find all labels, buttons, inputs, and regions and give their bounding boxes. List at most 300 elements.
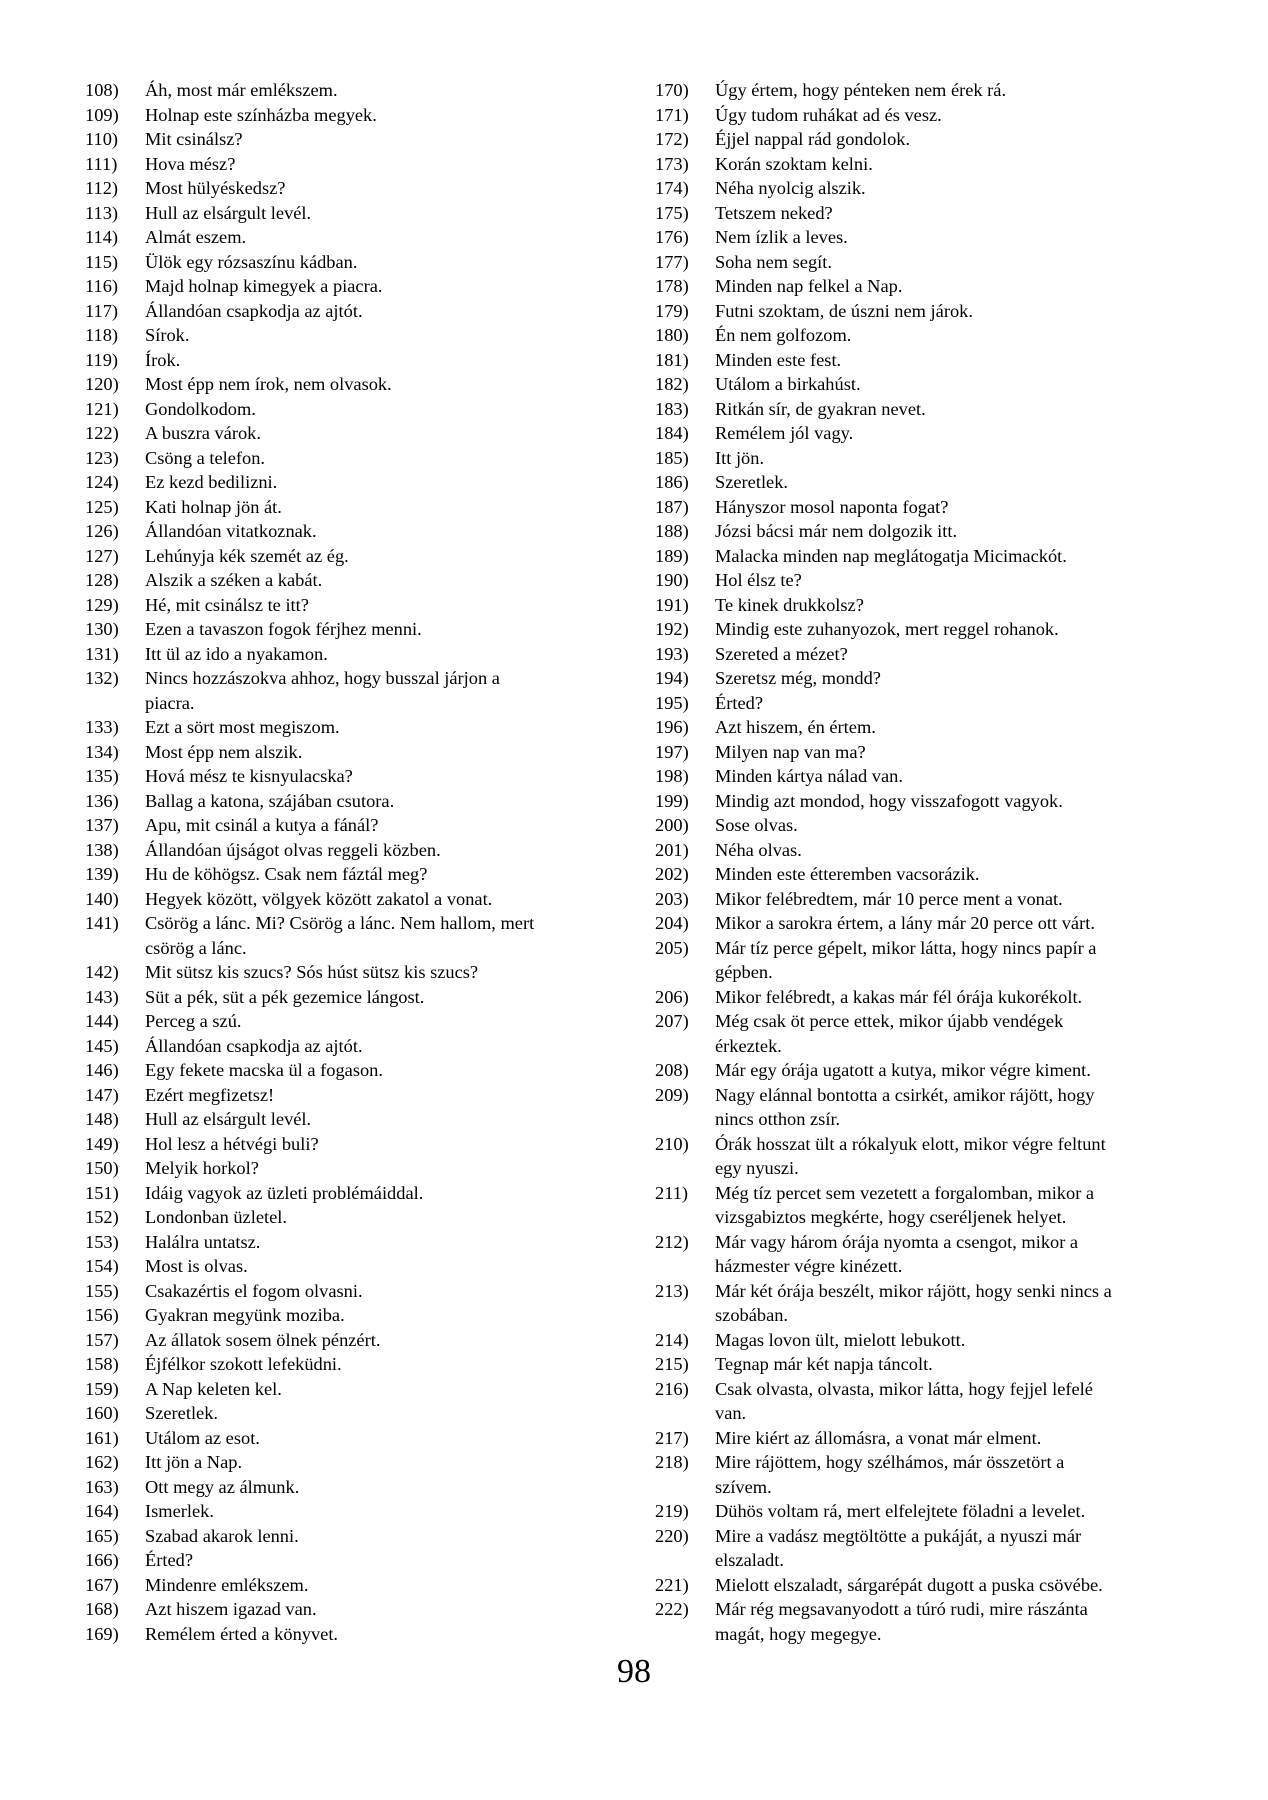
item-number: 116) bbox=[85, 276, 119, 296]
list-item bbox=[85, 250, 543, 275]
item-text: Érted? bbox=[145, 1550, 193, 1570]
item-text: Minden este fest. bbox=[715, 349, 842, 370]
list-item bbox=[655, 764, 1117, 789]
item-number: 162) bbox=[85, 1452, 119, 1472]
list-item bbox=[655, 740, 1117, 765]
item-text: Ülök egy rózsaszínu kádban. bbox=[145, 251, 358, 272]
list-item bbox=[85, 152, 543, 177]
item-number: 186) bbox=[655, 472, 689, 492]
item-text: Malacka minden nap meglátogatja Micimackót. bbox=[715, 545, 1067, 566]
item-number: 159) bbox=[85, 1378, 119, 1399]
item-text: A buszra várok. bbox=[145, 423, 261, 443]
list-item bbox=[655, 936, 1117, 985]
list-item bbox=[85, 1156, 543, 1181]
item-number: 152) bbox=[85, 1207, 119, 1227]
item-number: 183) bbox=[655, 398, 689, 419]
list-item bbox=[655, 1058, 1117, 1083]
list-item bbox=[85, 1303, 543, 1328]
item-text: Minden este étteremben vacsorázik. bbox=[715, 864, 980, 884]
item-number: 120) bbox=[85, 374, 119, 394]
list-item bbox=[85, 1181, 543, 1206]
item-text: Majd holnap kimegyek a piacra. bbox=[145, 276, 383, 296]
item-number: 127) bbox=[85, 545, 119, 566]
item-text: Futni szoktam, de úszni nem járok. bbox=[715, 300, 973, 321]
list-item bbox=[655, 642, 1117, 667]
item-number: 122) bbox=[85, 423, 119, 443]
list-item bbox=[655, 421, 1117, 446]
list-item bbox=[85, 348, 543, 373]
item-text: Ezt a sört most megiszom. bbox=[145, 717, 340, 737]
item-text: Már két órája beszélt, mikor rájött, hogy senki nincs a szobában. bbox=[715, 1280, 1112, 1325]
item-text: Szereted a mézet? bbox=[715, 643, 848, 664]
item-text: Mikor felébredt, a kakas már fél órája kukorékolt. bbox=[715, 986, 1083, 1007]
item-number: 133) bbox=[85, 717, 119, 737]
list-item bbox=[85, 372, 543, 397]
item-number: 176) bbox=[655, 227, 689, 247]
list-item bbox=[85, 470, 543, 495]
item-number: 196) bbox=[655, 717, 689, 737]
item-text: Ritkán sír, de gyakran nevet. bbox=[715, 398, 926, 419]
item-number: 216) bbox=[655, 1378, 689, 1399]
item-number: 150) bbox=[85, 1158, 119, 1178]
item-text: Szabad akarok lenni. bbox=[145, 1525, 299, 1546]
list-item bbox=[655, 1573, 1117, 1598]
item-number: 111) bbox=[85, 153, 118, 174]
item-number: 218) bbox=[655, 1452, 689, 1472]
item-text: Idáig vagyok az üzleti problémáiddal. bbox=[145, 1182, 424, 1203]
list-item bbox=[85, 1475, 543, 1500]
item-number: 166) bbox=[85, 1550, 119, 1570]
list-item bbox=[85, 1279, 543, 1304]
item-text: Kati holnap jön át. bbox=[145, 496, 282, 517]
list-item bbox=[655, 299, 1117, 324]
item-number: 182) bbox=[655, 374, 689, 394]
item-text: Holnap este színházba megyek. bbox=[145, 104, 377, 125]
list-item bbox=[655, 813, 1117, 838]
list-item bbox=[655, 274, 1117, 299]
item-text: Szeretsz még, mondd? bbox=[715, 668, 881, 688]
item-text: Néha olvas. bbox=[715, 839, 802, 860]
item-text: Sírok. bbox=[145, 325, 190, 345]
item-number: 131) bbox=[85, 643, 119, 664]
list-item bbox=[85, 838, 543, 863]
item-number: 154) bbox=[85, 1256, 119, 1276]
item-number: 158) bbox=[85, 1354, 119, 1374]
list-item bbox=[655, 617, 1117, 642]
list-item bbox=[655, 887, 1117, 912]
item-number: 194) bbox=[655, 668, 689, 688]
list-item bbox=[85, 1450, 543, 1475]
list-item bbox=[655, 1009, 1117, 1058]
list-item bbox=[655, 1524, 1117, 1573]
item-text: Utálom a birkahúst. bbox=[715, 374, 861, 394]
list-item bbox=[85, 1254, 543, 1279]
list-item bbox=[85, 666, 543, 715]
item-text: Még tíz percet sem vezetett a forgalomban, mikor a vizsgabiztos megkérte, hogy cseréljenek helyet. bbox=[715, 1182, 1095, 1227]
list-item bbox=[85, 103, 543, 128]
item-text: Dühös voltam rá, mert elfelejtete föladni a levelet. bbox=[715, 1501, 1086, 1521]
list-item bbox=[85, 201, 543, 226]
item-number: 137) bbox=[85, 815, 119, 835]
item-number: 128) bbox=[85, 570, 119, 590]
item-text: Hová mész te kisnyulacska? bbox=[145, 766, 353, 786]
item-text: Áh, most már emlékszem. bbox=[145, 80, 338, 100]
item-text: Éjjel nappal rád gondolok. bbox=[715, 129, 911, 149]
list-item bbox=[85, 421, 543, 446]
item-number: 139) bbox=[85, 864, 119, 884]
item-number: 148) bbox=[85, 1109, 119, 1129]
list-item bbox=[655, 1450, 1117, 1499]
item-text: Mire kiért az állomásra, a vonat már elment. bbox=[715, 1427, 1042, 1448]
list-item bbox=[655, 495, 1117, 520]
item-text: Szeretlek. bbox=[145, 1403, 219, 1423]
list-item bbox=[85, 495, 543, 520]
item-text: Mielott elszaladt, sárgarépát dugott a puska csövébe. bbox=[715, 1574, 1103, 1595]
item-number: 142) bbox=[85, 962, 119, 982]
item-text: Érted? bbox=[715, 692, 763, 713]
item-text: Már egy órája ugatott a kutya, mikor végre kiment. bbox=[715, 1060, 1091, 1080]
item-text: Ez kezd bedilizni. bbox=[145, 472, 278, 492]
item-number: 178) bbox=[655, 276, 689, 296]
item-number: 177) bbox=[655, 251, 689, 272]
item-text: Tetszem neked? bbox=[715, 202, 833, 223]
item-number: 219) bbox=[655, 1501, 689, 1521]
list-item bbox=[655, 1279, 1117, 1328]
list-item bbox=[655, 544, 1117, 569]
item-text: Azt hiszem igazad van. bbox=[145, 1599, 317, 1619]
list-item bbox=[85, 985, 543, 1010]
list-item bbox=[85, 1132, 543, 1157]
item-number: 204) bbox=[655, 913, 689, 933]
item-text: Úgy tudom ruhákat ad és vesz. bbox=[715, 104, 942, 125]
item-number: 164) bbox=[85, 1501, 119, 1521]
list-item bbox=[85, 593, 543, 618]
list-item bbox=[85, 764, 543, 789]
item-text: Hol lesz a hétvégi buli? bbox=[145, 1133, 319, 1154]
item-number: 209) bbox=[655, 1084, 689, 1105]
item-number: 138) bbox=[85, 839, 119, 860]
item-number: 153) bbox=[85, 1231, 119, 1252]
list-item bbox=[85, 715, 543, 740]
item-text: Soha nem segít. bbox=[715, 251, 832, 272]
list-item bbox=[655, 568, 1117, 593]
item-text: Remélem jól vagy. bbox=[715, 423, 854, 443]
item-text: Mire a vadász megtöltötte a pukáját, a nyuszi már elszaladt. bbox=[715, 1525, 1082, 1570]
item-text: Csöng a telefon. bbox=[145, 447, 266, 468]
item-number: 221) bbox=[655, 1574, 689, 1595]
item-number: 211) bbox=[655, 1182, 689, 1203]
list-item bbox=[655, 152, 1117, 177]
list-item bbox=[655, 323, 1117, 348]
item-number: 201) bbox=[655, 839, 689, 860]
item-number: 123) bbox=[85, 447, 119, 468]
list-item bbox=[85, 1377, 543, 1402]
list-item bbox=[655, 348, 1117, 373]
item-text: Itt ül az ido a nyakamon. bbox=[145, 643, 328, 664]
item-text: Itt jön a Nap. bbox=[145, 1452, 243, 1472]
item-number: 192) bbox=[655, 619, 689, 639]
list-item bbox=[655, 127, 1117, 152]
list-item bbox=[655, 715, 1117, 740]
item-text: Hull az elsárgult levél. bbox=[145, 202, 312, 223]
item-number: 181) bbox=[655, 349, 689, 370]
item-number: 180) bbox=[655, 325, 689, 345]
item-number: 134) bbox=[85, 741, 119, 762]
item-number: 212) bbox=[655, 1231, 689, 1252]
item-number: 143) bbox=[85, 986, 119, 1007]
list-item bbox=[85, 1083, 543, 1108]
item-number: 118) bbox=[85, 325, 119, 345]
item-text: Magas lovon ült, mielott lebukott. bbox=[715, 1329, 966, 1350]
list-item bbox=[655, 862, 1117, 887]
list-item bbox=[85, 446, 543, 471]
item-text: Gyakran megyünk moziba. bbox=[145, 1305, 345, 1325]
list-item bbox=[655, 1083, 1117, 1132]
item-text: Józsi bácsi már nem dolgozik itt. bbox=[715, 521, 958, 541]
item-text: Órák hosszat ült a rókalyuk elott, mikor végre feltunt egy nyuszi. bbox=[715, 1133, 1106, 1178]
list-item bbox=[85, 1352, 543, 1377]
item-number: 140) bbox=[85, 888, 119, 909]
list-item bbox=[655, 985, 1117, 1010]
list-item bbox=[85, 1328, 543, 1353]
item-number: 185) bbox=[655, 447, 689, 468]
item-number: 188) bbox=[655, 521, 689, 541]
list-item bbox=[655, 201, 1117, 226]
item-text: Mit csinálsz? bbox=[145, 129, 243, 149]
item-text: Néha nyolcig alszik. bbox=[715, 178, 866, 198]
list-item bbox=[85, 299, 543, 324]
item-text: Most épp nem alszik. bbox=[145, 741, 303, 762]
list-item bbox=[85, 1524, 543, 1549]
list-item bbox=[655, 1426, 1117, 1451]
item-number: 145) bbox=[85, 1035, 119, 1056]
list-item bbox=[85, 813, 543, 838]
item-number: 167) bbox=[85, 1574, 119, 1595]
item-text: Korán szoktam kelni. bbox=[715, 153, 873, 174]
item-text: Én nem golfozom. bbox=[715, 325, 852, 345]
item-text: Nagy elánnal bontotta a csirkét, amikor rájött, hogy nincs otthon zsír. bbox=[715, 1084, 1095, 1129]
item-number: 157) bbox=[85, 1329, 119, 1350]
item-text: Már vagy három órája nyomta a csengot, mikor a házmester végre kinézett. bbox=[715, 1231, 1079, 1276]
list-item bbox=[655, 593, 1117, 618]
item-number: 129) bbox=[85, 594, 119, 615]
item-text: Ezen a tavaszon fogok férjhez menni. bbox=[145, 619, 422, 639]
item-text: Melyik horkol? bbox=[145, 1158, 259, 1178]
item-text: Mindenre emlékszem. bbox=[145, 1574, 309, 1595]
list-item bbox=[85, 1205, 543, 1230]
item-number: 220) bbox=[655, 1525, 689, 1546]
list-item bbox=[85, 862, 543, 887]
item-text: Almát eszem. bbox=[145, 227, 247, 247]
item-number: 215) bbox=[655, 1354, 689, 1374]
item-number: 115) bbox=[85, 251, 119, 272]
item-number: 198) bbox=[655, 766, 689, 786]
list-item bbox=[85, 911, 543, 960]
item-text: Egy fekete macska ül a fogason. bbox=[145, 1060, 383, 1080]
list-item bbox=[655, 1377, 1117, 1426]
right-column bbox=[655, 78, 1117, 1646]
left-column bbox=[85, 78, 543, 1646]
item-text: Éjfélkor szokott lefeküdni. bbox=[145, 1354, 342, 1374]
item-number: 174) bbox=[655, 178, 689, 198]
item-text: Állandóan vitatkoznak. bbox=[145, 521, 317, 541]
item-text: Mikor felébredtem, már 10 perce ment a vonat. bbox=[715, 888, 1063, 909]
item-number: 132) bbox=[85, 668, 119, 688]
item-text: Hull az elsárgult levél. bbox=[145, 1109, 312, 1129]
list-item bbox=[85, 789, 543, 814]
list-item bbox=[655, 1328, 1117, 1353]
item-number: 119) bbox=[85, 349, 119, 370]
item-text: Még csak öt perce ettek, mikor újabb vendégek érkeztek. bbox=[715, 1011, 1064, 1056]
item-number: 207) bbox=[655, 1011, 689, 1031]
list-item bbox=[85, 642, 543, 667]
list-item bbox=[85, 1597, 543, 1622]
list-item bbox=[655, 78, 1117, 103]
list-item bbox=[85, 1548, 543, 1573]
list-item bbox=[85, 1009, 543, 1034]
item-text: Ezért megfizetsz! bbox=[145, 1084, 275, 1105]
item-text: Hol élsz te? bbox=[715, 570, 802, 590]
list-item bbox=[85, 274, 543, 299]
item-text: Most épp nem írok, nem olvasok. bbox=[145, 374, 392, 394]
list-item bbox=[655, 666, 1117, 691]
item-number: 179) bbox=[655, 300, 689, 321]
item-text: Halálra untatsz. bbox=[145, 1231, 261, 1252]
item-text: Hé, mit csinálsz te itt? bbox=[145, 594, 309, 615]
item-text: Már rég megsavanyodott a túró rudi, mire rászánta magát, hogy megegye. bbox=[715, 1599, 1088, 1644]
item-number: 187) bbox=[655, 496, 689, 517]
item-number: 144) bbox=[85, 1011, 119, 1031]
item-text: Most hülyéskedsz? bbox=[145, 178, 286, 198]
item-text: Ismerlek. bbox=[145, 1501, 214, 1521]
item-text: Apu, mit csinál a kutya a fánál? bbox=[145, 815, 379, 835]
item-number: 161) bbox=[85, 1427, 119, 1448]
item-text: Alszik a széken a kabát. bbox=[145, 570, 323, 590]
list-item bbox=[85, 1499, 543, 1524]
item-text: Hu de köhögsz. Csak nem fáztál meg? bbox=[145, 864, 428, 884]
item-number: 160) bbox=[85, 1403, 119, 1423]
item-number: 200) bbox=[655, 815, 689, 835]
list-item bbox=[655, 397, 1117, 422]
item-number: 195) bbox=[655, 692, 689, 713]
item-number: 168) bbox=[85, 1599, 119, 1619]
list-item bbox=[85, 887, 543, 912]
list-item bbox=[655, 470, 1117, 495]
item-number: 217) bbox=[655, 1427, 689, 1448]
list-item bbox=[655, 176, 1117, 201]
item-number: 151) bbox=[85, 1182, 119, 1203]
item-text: Tegnap már két napja táncolt. bbox=[715, 1354, 933, 1374]
item-number: 169) bbox=[85, 1623, 119, 1644]
list-item bbox=[655, 250, 1117, 275]
item-text: Nincs hozzászokva ahhoz, hogy busszal járjon a piacra. bbox=[145, 668, 500, 713]
item-text: Csörög a lánc. Mi? Csörög a lánc. Nem hallom, mert csörög a lánc. bbox=[145, 913, 535, 958]
item-text: Itt jön. bbox=[715, 447, 765, 468]
item-text: Mire rájöttem, hogy szélhámos, már összetört a szívem. bbox=[715, 1452, 1065, 1497]
item-text: Mit sütsz kis szucs? Sós húst sütsz kis szucs? bbox=[145, 962, 479, 982]
item-text: Azt hiszem, én értem. bbox=[715, 717, 876, 737]
list-item bbox=[85, 78, 543, 103]
list-item bbox=[655, 1230, 1117, 1279]
item-number: 184) bbox=[655, 423, 689, 443]
item-text: Sose olvas. bbox=[715, 815, 798, 835]
item-number: 147) bbox=[85, 1084, 119, 1105]
item-number: 135) bbox=[85, 766, 119, 786]
item-number: 141) bbox=[85, 913, 119, 933]
list-item bbox=[85, 544, 543, 569]
item-text: Szeretlek. bbox=[715, 472, 789, 492]
item-number: 210) bbox=[655, 1133, 689, 1154]
list-item bbox=[655, 519, 1117, 544]
item-number: 203) bbox=[655, 888, 689, 909]
list-item bbox=[85, 568, 543, 593]
item-text: Az állatok sosem ölnek pénzért. bbox=[145, 1329, 381, 1350]
item-text: Ott megy az álmunk. bbox=[145, 1476, 300, 1497]
list-item bbox=[85, 1230, 543, 1255]
item-number: 205) bbox=[655, 937, 689, 958]
item-text: Te kinek drukkolsz? bbox=[715, 594, 864, 615]
list-item bbox=[655, 911, 1117, 936]
item-number: 197) bbox=[655, 741, 689, 762]
item-text: A Nap keleten kel. bbox=[145, 1378, 282, 1399]
item-text: Csak olvasta, olvasta, mikor látta, hogy fejjel lefelé van. bbox=[715, 1378, 1093, 1423]
item-text: Csakazértis el fogom olvasni. bbox=[145, 1280, 363, 1301]
list-item bbox=[85, 1107, 543, 1132]
list-item bbox=[655, 1499, 1117, 1524]
item-number: 125) bbox=[85, 496, 119, 517]
item-text: Hányszor mosol naponta fogat? bbox=[715, 496, 949, 517]
list-item bbox=[85, 176, 543, 201]
item-text: Mindig este zuhanyozok, mert reggel rohanok. bbox=[715, 619, 1059, 639]
item-number: 171) bbox=[655, 104, 689, 125]
item-text: Londonban üzletel. bbox=[145, 1207, 287, 1227]
list-item bbox=[85, 1058, 543, 1083]
list-item bbox=[85, 397, 543, 422]
item-number: 146) bbox=[85, 1060, 119, 1080]
item-number: 163) bbox=[85, 1476, 119, 1497]
item-number: 155) bbox=[85, 1280, 119, 1301]
item-number: 208) bbox=[655, 1060, 689, 1080]
item-text: Ballag a katona, szájában csutora. bbox=[145, 790, 395, 811]
list-item bbox=[85, 1426, 543, 1451]
item-text: Hova mész? bbox=[145, 153, 236, 174]
list-item bbox=[85, 225, 543, 250]
item-number: 222) bbox=[655, 1599, 689, 1619]
item-number: 121) bbox=[85, 398, 119, 419]
list-item bbox=[85, 1573, 543, 1598]
item-text: Most is olvas. bbox=[145, 1256, 248, 1276]
item-text: Állandóan csapkodja az ajtót. bbox=[145, 1035, 363, 1056]
item-number: 126) bbox=[85, 521, 119, 541]
list-item bbox=[655, 446, 1117, 471]
list-item bbox=[85, 519, 543, 544]
item-text: Állandóan csapkodja az ajtót. bbox=[145, 300, 363, 321]
list-item bbox=[655, 1132, 1117, 1181]
item-number: 156) bbox=[85, 1305, 119, 1325]
list-item bbox=[655, 1181, 1117, 1230]
list-item bbox=[85, 740, 543, 765]
page-number: 98 bbox=[617, 1653, 651, 1690]
list-item bbox=[85, 960, 543, 985]
item-text: Milyen nap van ma? bbox=[715, 741, 866, 762]
item-number: 108) bbox=[85, 80, 119, 100]
item-number: 136) bbox=[85, 790, 119, 811]
item-number: 199) bbox=[655, 790, 689, 811]
item-text: Lehúnyja kék szemét az ég. bbox=[145, 545, 349, 566]
item-text: Perceg a szú. bbox=[145, 1011, 242, 1031]
item-text: Süt a pék, süt a pék gezemice lángost. bbox=[145, 986, 425, 1007]
item-text: Hegyek között, völgyek között zakatol a vonat. bbox=[145, 888, 493, 909]
